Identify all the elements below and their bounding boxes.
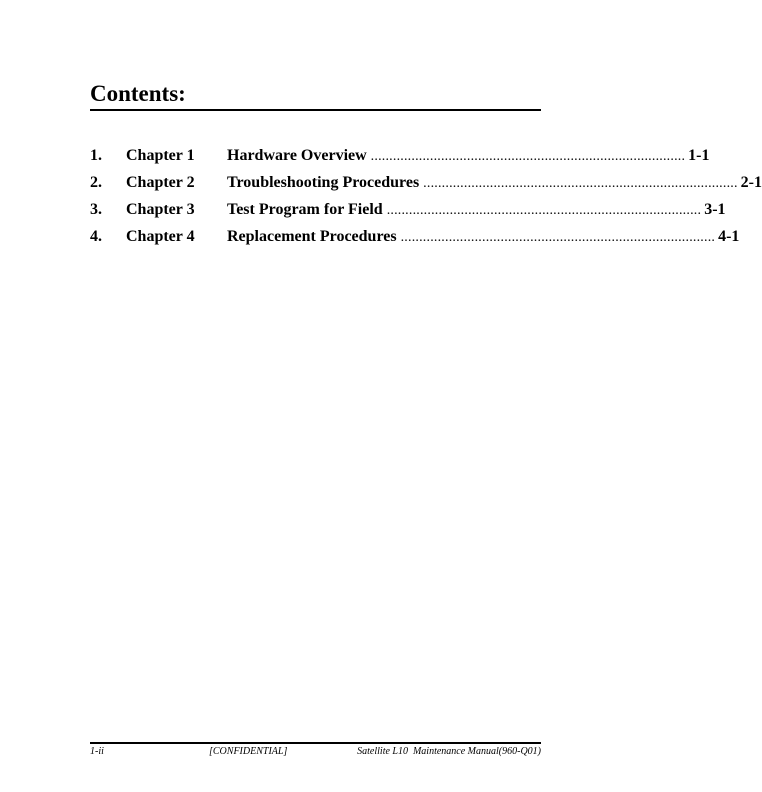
dot-leader: ..................................................................................... [423, 176, 738, 191]
toc-entry-chapter-4 [90, 226, 740, 253]
toc-entry-chapter-label: Chapter 1 [126, 147, 195, 164]
toc-entry-chapter-3 [90, 199, 726, 226]
footer-divider [90, 742, 541, 744]
table-of-contents [90, 145, 762, 253]
toc-entry-number: 1. [90, 147, 102, 164]
toc-entry-page: 3-1 [704, 201, 726, 218]
toc-link-troubleshooting-procedures[interactable] [227, 172, 762, 195]
toc-link-test-program-for-field[interactable] [227, 199, 726, 222]
toc-entry-chapter-2 [90, 172, 762, 199]
toc-entry-page: 2-1 [740, 174, 762, 191]
toc-entry-chapter-label: Chapter 3 [126, 201, 195, 218]
page-title: Contents: [90, 81, 186, 106]
toc-link-hardware-overview[interactable] [227, 145, 710, 168]
title-divider [90, 109, 541, 111]
toc-entry-chapter-1 [90, 145, 710, 172]
toc-entry-number: 4. [90, 228, 102, 245]
dot-leader: ..................................................................................... [370, 149, 686, 164]
footer-classification: [CONFIDENTIAL] [209, 746, 288, 757]
toc-link-replacement-procedures[interactable] [227, 226, 740, 249]
toc-entry-chapter-label: Chapter 4 [126, 228, 195, 245]
toc-entry-number: 2. [90, 174, 102, 191]
toc-entry-number: 3. [90, 201, 102, 218]
toc-entry-page: 1-1 [688, 147, 710, 164]
toc-entry-title: Replacement Procedures [227, 228, 397, 245]
toc-entry-page: 4-1 [718, 228, 740, 245]
toc-entry-title: Hardware Overview [227, 147, 367, 164]
toc-entry-chapter-label: Chapter 2 [126, 174, 195, 191]
toc-entry-title: Troubleshooting Procedures [227, 174, 420, 191]
toc-entry-title: Test Program for Field [227, 201, 383, 218]
dot-leader: ..................................................................................... [386, 203, 702, 218]
footer-page-number: 1-ii [90, 746, 104, 757]
footer-manual-title: Satellite L10 Maintenance Manual(960-Q01) [357, 746, 541, 757]
dot-leader: ..................................................................................... [400, 230, 716, 245]
